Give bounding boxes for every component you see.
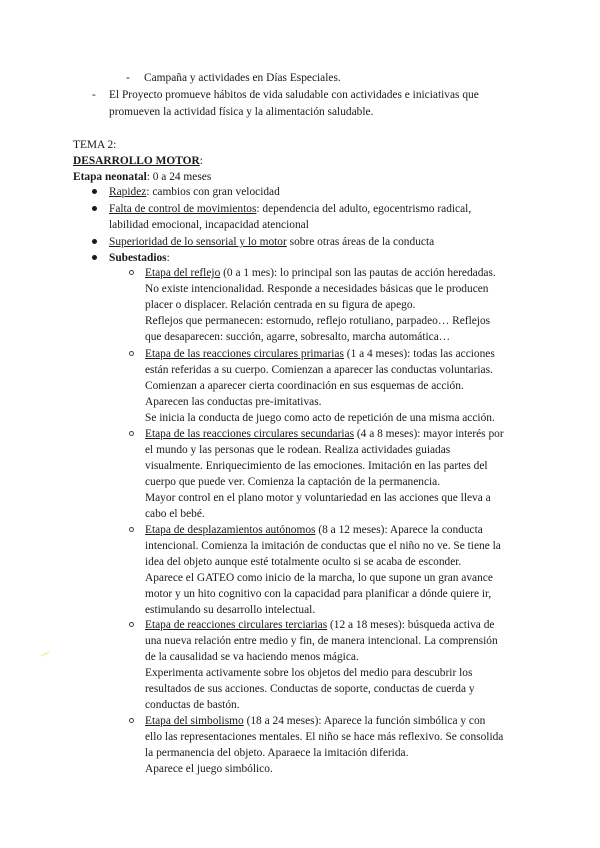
substage-line: idea del objeto aunque esté totalmente oculto si se acaba de esconder.	[145, 556, 462, 568]
substage-line: cabo el bebé.	[145, 508, 205, 520]
substage-text: (18 a 24 meses): Aparece la función simbólica y con	[243, 715, 486, 727]
substage-text: (0 a 1 mes): lo principal son las pautas de acción heredadas.	[220, 267, 496, 279]
highlighter-mark-icon	[41, 651, 49, 657]
bullet-term: Superioridad de lo sensorial y lo motor	[109, 236, 287, 248]
substage-term: Etapa de desplazamientos autónomos	[145, 524, 316, 536]
substage-line: Comienzan a aparecer cierta coordinación en sus esquemas de acción.	[145, 380, 464, 392]
bullet-item	[109, 250, 170, 266]
bullet-dot	[92, 239, 97, 244]
substage-first-line	[145, 617, 494, 633]
bullet-item	[109, 234, 434, 250]
substage-first-line	[145, 346, 495, 362]
bullet-item	[109, 184, 280, 200]
substage-line: estimulando su desarrollo intelectual.	[145, 604, 316, 616]
substage-line: el mundo y las personas que le rodean. Realiza actividades guiadas	[145, 444, 451, 456]
dash-bullet: -	[92, 89, 96, 101]
substage-line: resultados de sus acciones. Conductas de soporte, conductas de cuerda y	[145, 683, 475, 695]
neonatal-heading	[73, 169, 211, 185]
substage-line: Aparece el GATEO como inicio de la marcha, lo que supone un gran avance	[145, 572, 493, 584]
substage-line: cuerpo que puede ver. Comienza la captación de la permanencia.	[145, 476, 441, 488]
substage-first-line	[145, 522, 483, 538]
intro-line: El Proyecto promueve hábitos de vida saludable con actividades e iniciativas que	[109, 89, 479, 101]
substage-first-line	[145, 426, 504, 442]
dash-bullet: -	[126, 72, 130, 84]
bullet-continuation: labilidad emocional, incapacidad atencional	[109, 219, 309, 231]
substage-term: Etapa de reacciones circulares terciarias	[145, 619, 328, 631]
bullet-item	[109, 201, 471, 217]
substage-line: Se inicia la conducta de juego como acto de repetición de una misma acción.	[145, 412, 495, 424]
tema-title-text: DESARROLLO MOTOR	[73, 155, 200, 167]
tema-label: TEMA 2:	[73, 139, 117, 151]
substage-term: Etapa del simbolismo	[145, 715, 244, 727]
substage-first-line	[145, 713, 485, 729]
bullet-text: : cambios con gran velocidad	[146, 186, 280, 198]
bullet-text: sobre otras áreas de la conducta	[286, 236, 435, 248]
substage-line: Mayor control en el plano motor y voluntariedad en las acciones que lleva a	[145, 492, 491, 504]
substage-line: una nueva relación entre medio y fin, de manera intencional. La comprensión	[145, 635, 498, 647]
bullet-term: Falta de control de movimientos	[109, 203, 257, 215]
bullet-text: : dependencia del adulto, egocentrismo radical,	[256, 203, 472, 215]
substage-term: Etapa de las reacciones circulares secundarias	[145, 428, 355, 440]
substage-line: No existe intencionalidad. Responde a necesidades básicas que le producen	[145, 283, 489, 295]
neonatal-range: : 0 a 24 meses	[146, 171, 212, 183]
sub-bullet-circle	[129, 351, 134, 356]
bullet-dot	[92, 255, 97, 260]
sub-bullet-circle	[129, 622, 134, 627]
bullet-term: Subestadios	[109, 252, 167, 264]
substage-line: visualmente. Enriquecimiento de las emociones. Imitación en las partes del	[145, 460, 488, 472]
substage-line: Aparecen las conductas pre-imitativas.	[145, 396, 322, 408]
substage-line: placer o displacer. Relación centrada en su figura de apego.	[145, 299, 416, 311]
substage-line: la permanencia del objeto. Aparaece la imitación diferida.	[145, 747, 409, 759]
substage-line: Aparece el juego simbólico.	[145, 763, 273, 775]
tema-title-colon: :	[199, 155, 203, 167]
substage-line: Reflejos que permanecen: estornudo, reflejo rotuliano, parpadeo… Reflejos	[145, 315, 491, 327]
substage-line: que desaparecen: succión, agarre, sobresalto, marcha automática…	[145, 331, 451, 343]
intro-line: Campaña y actividades en Días Especiales.	[144, 72, 341, 84]
bullet-dot	[92, 206, 97, 211]
substage-line: ello las representaciones mentales. El niño se hace más reflexivo. Se consolida	[145, 731, 504, 743]
substage-text: (8 a 12 meses): Aparece la conducta	[315, 524, 483, 536]
substage-text: (1 a 4 meses): todas las acciones	[343, 348, 495, 360]
substage-text: (4 a 8 meses): mayor interés por	[354, 428, 504, 440]
substage-line: de la causalidad se va haciendo menos mágica.	[145, 651, 359, 663]
bullet-term: Rapidez	[109, 186, 147, 198]
substage-line: están referidas a su cuerpo. Comienzan a aparecer las conductas voluntarias.	[145, 364, 493, 376]
neonatal-label: Etapa neonatal	[73, 171, 147, 183]
substage-line: Experimenta activamente sobre los objetos del medio para descubrir los	[145, 667, 473, 679]
sub-bullet-circle	[129, 718, 134, 723]
sub-bullet-circle	[129, 270, 134, 275]
tema-title	[73, 153, 203, 169]
substage-first-line	[145, 265, 496, 281]
substage-line: motor y un hito cognitivo con la capacidad para planificar a dónde quiere ir,	[145, 588, 492, 600]
intro-line: promueven la actividad física y la alimentación saludable.	[109, 106, 374, 118]
sub-bullet-circle	[129, 431, 134, 436]
bullet-dot	[92, 189, 97, 194]
sub-bullet-circle	[129, 527, 134, 532]
bullet-text: :	[166, 252, 170, 264]
substage-term: Etapa de las reacciones circulares primarias	[145, 348, 344, 360]
substage-text: (12 a 18 meses): búsqueda activa de	[327, 619, 495, 631]
substage-line: conductas de bastón.	[145, 699, 240, 711]
substage-term: Etapa del reflejo	[145, 267, 221, 279]
substage-line: intencional. Comienza la imitación de conductas que el niño no ve. Se tiene la	[145, 540, 501, 552]
